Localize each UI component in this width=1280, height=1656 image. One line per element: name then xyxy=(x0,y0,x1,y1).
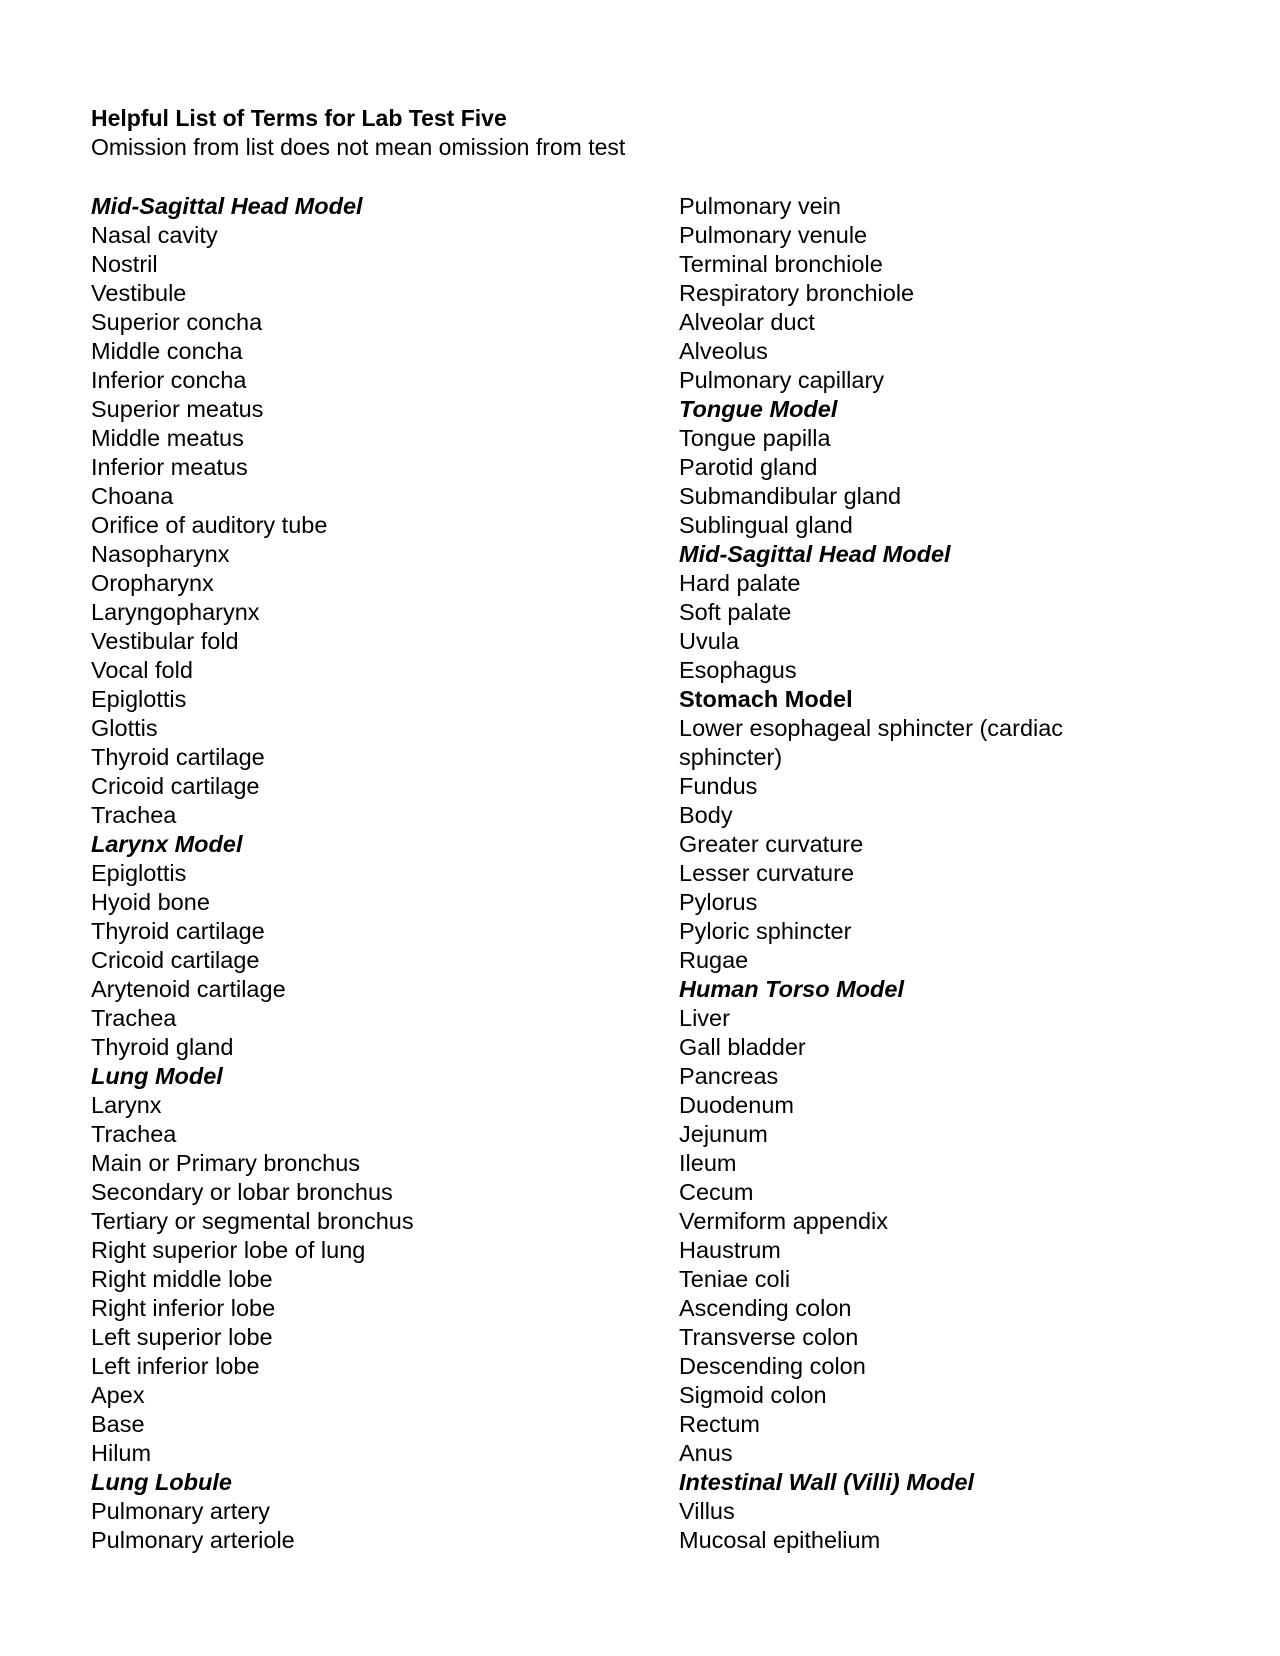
term-item: Oropharynx xyxy=(91,570,214,596)
term-item: Right superior lobe of lung xyxy=(91,1237,366,1263)
term-item: Lower esophageal sphincter (cardiac sphincter) xyxy=(679,715,1064,770)
term-item: Haustrum xyxy=(679,1237,781,1263)
term-item: Liver xyxy=(679,1005,730,1031)
term-item: Ileum xyxy=(679,1150,737,1176)
term-item: Villus xyxy=(679,1498,735,1524)
document-subtitle: Omission from list does not mean omission from test xyxy=(91,134,626,160)
term-item: Inferior concha xyxy=(91,367,247,393)
term-item: Epiglottis xyxy=(91,860,187,886)
term-item: Hilum xyxy=(91,1440,152,1466)
term-item: Thyroid gland xyxy=(91,1034,234,1060)
term-item: Terminal bronchiole xyxy=(679,251,883,277)
term-item: Ascending colon xyxy=(679,1295,852,1321)
term-item: Pulmonary arteriole xyxy=(91,1527,295,1553)
section-heading: Lung Lobule xyxy=(91,1469,232,1495)
term-item: Body xyxy=(679,802,733,828)
term-item: Arytenoid cartilage xyxy=(91,976,286,1002)
section-heading: Human Torso Model xyxy=(679,976,904,1002)
term-item: Right middle lobe xyxy=(91,1266,273,1292)
term-item: Mucosal epithelium xyxy=(679,1527,881,1553)
term-item: Submandibular gland xyxy=(679,483,902,509)
term-item: Duodenum xyxy=(679,1092,794,1118)
term-item: Main or Primary bronchus xyxy=(91,1150,361,1176)
term-item: Sigmoid colon xyxy=(679,1382,827,1408)
term-item: Parotid gland xyxy=(679,454,818,480)
left-term-column xyxy=(91,192,651,1555)
term-item: Nasopharynx xyxy=(91,541,230,567)
term-item: Superior meatus xyxy=(91,396,264,422)
term-item: Gall bladder xyxy=(679,1034,806,1060)
term-item: Glottis xyxy=(91,715,158,741)
term-item: Pancreas xyxy=(679,1063,779,1089)
term-item: Hard palate xyxy=(679,570,801,596)
term-item: Pylorus xyxy=(679,889,758,915)
term-item: Nostril xyxy=(91,251,158,277)
term-item: Anus xyxy=(679,1440,733,1466)
term-item: Inferior meatus xyxy=(91,454,248,480)
term-item: Transverse colon xyxy=(679,1324,859,1350)
term-item: Trachea xyxy=(91,802,177,828)
term-item: Jejunum xyxy=(679,1121,768,1147)
term-item: Middle meatus xyxy=(91,425,244,451)
section-heading: Intestinal Wall (Villi) Model xyxy=(679,1469,975,1495)
term-item: Left superior lobe xyxy=(91,1324,273,1350)
term-item: Tertiary or segmental bronchus xyxy=(91,1208,414,1234)
term-item: Vocal fold xyxy=(91,657,193,683)
term-item: Orifice of auditory tube xyxy=(91,512,328,538)
term-item: Rectum xyxy=(679,1411,760,1437)
term-item: Respiratory bronchiole xyxy=(679,280,915,306)
term-item: Base xyxy=(91,1411,145,1437)
section-heading: Lung Model xyxy=(91,1063,223,1089)
section-heading: Mid-Sagittal Head Model xyxy=(679,541,951,567)
term-item: Sublingual gland xyxy=(679,512,853,538)
term-item: Thyroid cartilage xyxy=(91,918,265,944)
term-item: Larynx xyxy=(91,1092,162,1118)
term-item: Tongue papilla xyxy=(679,425,831,451)
document-title: Helpful List of Terms for Lab Test Five xyxy=(91,105,507,131)
term-item: Vestibule xyxy=(91,280,187,306)
term-item: Fundus xyxy=(679,773,758,799)
document-header xyxy=(91,104,1191,162)
term-item: Hyoid bone xyxy=(91,889,210,915)
term-item: Trachea xyxy=(91,1121,177,1147)
term-item: Secondary or lobar bronchus xyxy=(91,1179,393,1205)
term-item: Alveolus xyxy=(679,338,768,364)
term-item: Pulmonary venule xyxy=(679,222,868,248)
term-item: Pulmonary vein xyxy=(679,193,841,219)
term-item: Cricoid cartilage xyxy=(91,947,260,973)
term-item: Middle concha xyxy=(91,338,243,364)
section-heading: Mid-Sagittal Head Model xyxy=(91,193,363,219)
term-item: Pulmonary artery xyxy=(91,1498,270,1524)
term-item: Epiglottis xyxy=(91,686,187,712)
term-item: Soft palate xyxy=(679,599,792,625)
term-item: Descending colon xyxy=(679,1353,866,1379)
term-item: Laryngopharynx xyxy=(91,599,260,625)
right-term-column xyxy=(679,192,1239,1555)
term-item: Teniae coli xyxy=(679,1266,791,1292)
term-item: Alveolar duct xyxy=(679,309,815,335)
term-item: Trachea xyxy=(91,1005,177,1031)
term-item: Esophagus xyxy=(679,657,797,683)
section-heading: Stomach Model xyxy=(679,686,853,712)
term-item: Cecum xyxy=(679,1179,754,1205)
section-heading: Larynx Model xyxy=(91,831,243,857)
term-item: Uvula xyxy=(679,628,740,654)
term-item: Rugae xyxy=(679,947,749,973)
term-item: Pyloric sphincter xyxy=(679,918,852,944)
term-item: Left inferior lobe xyxy=(91,1353,260,1379)
section-heading: Tongue Model xyxy=(679,396,838,422)
term-item: Lesser curvature xyxy=(679,860,855,886)
term-item: Pulmonary capillary xyxy=(679,367,885,393)
term-item: Cricoid cartilage xyxy=(91,773,260,799)
term-item: Greater curvature xyxy=(679,831,864,857)
term-item: Superior concha xyxy=(91,309,263,335)
term-item: Choana xyxy=(91,483,174,509)
term-item: Nasal cavity xyxy=(91,222,218,248)
term-item: Vestibular fold xyxy=(91,628,239,654)
term-item: Thyroid cartilage xyxy=(91,744,265,770)
term-item: Right inferior lobe xyxy=(91,1295,276,1321)
term-item: Apex xyxy=(91,1382,145,1408)
term-item: Vermiform appendix xyxy=(679,1208,888,1234)
